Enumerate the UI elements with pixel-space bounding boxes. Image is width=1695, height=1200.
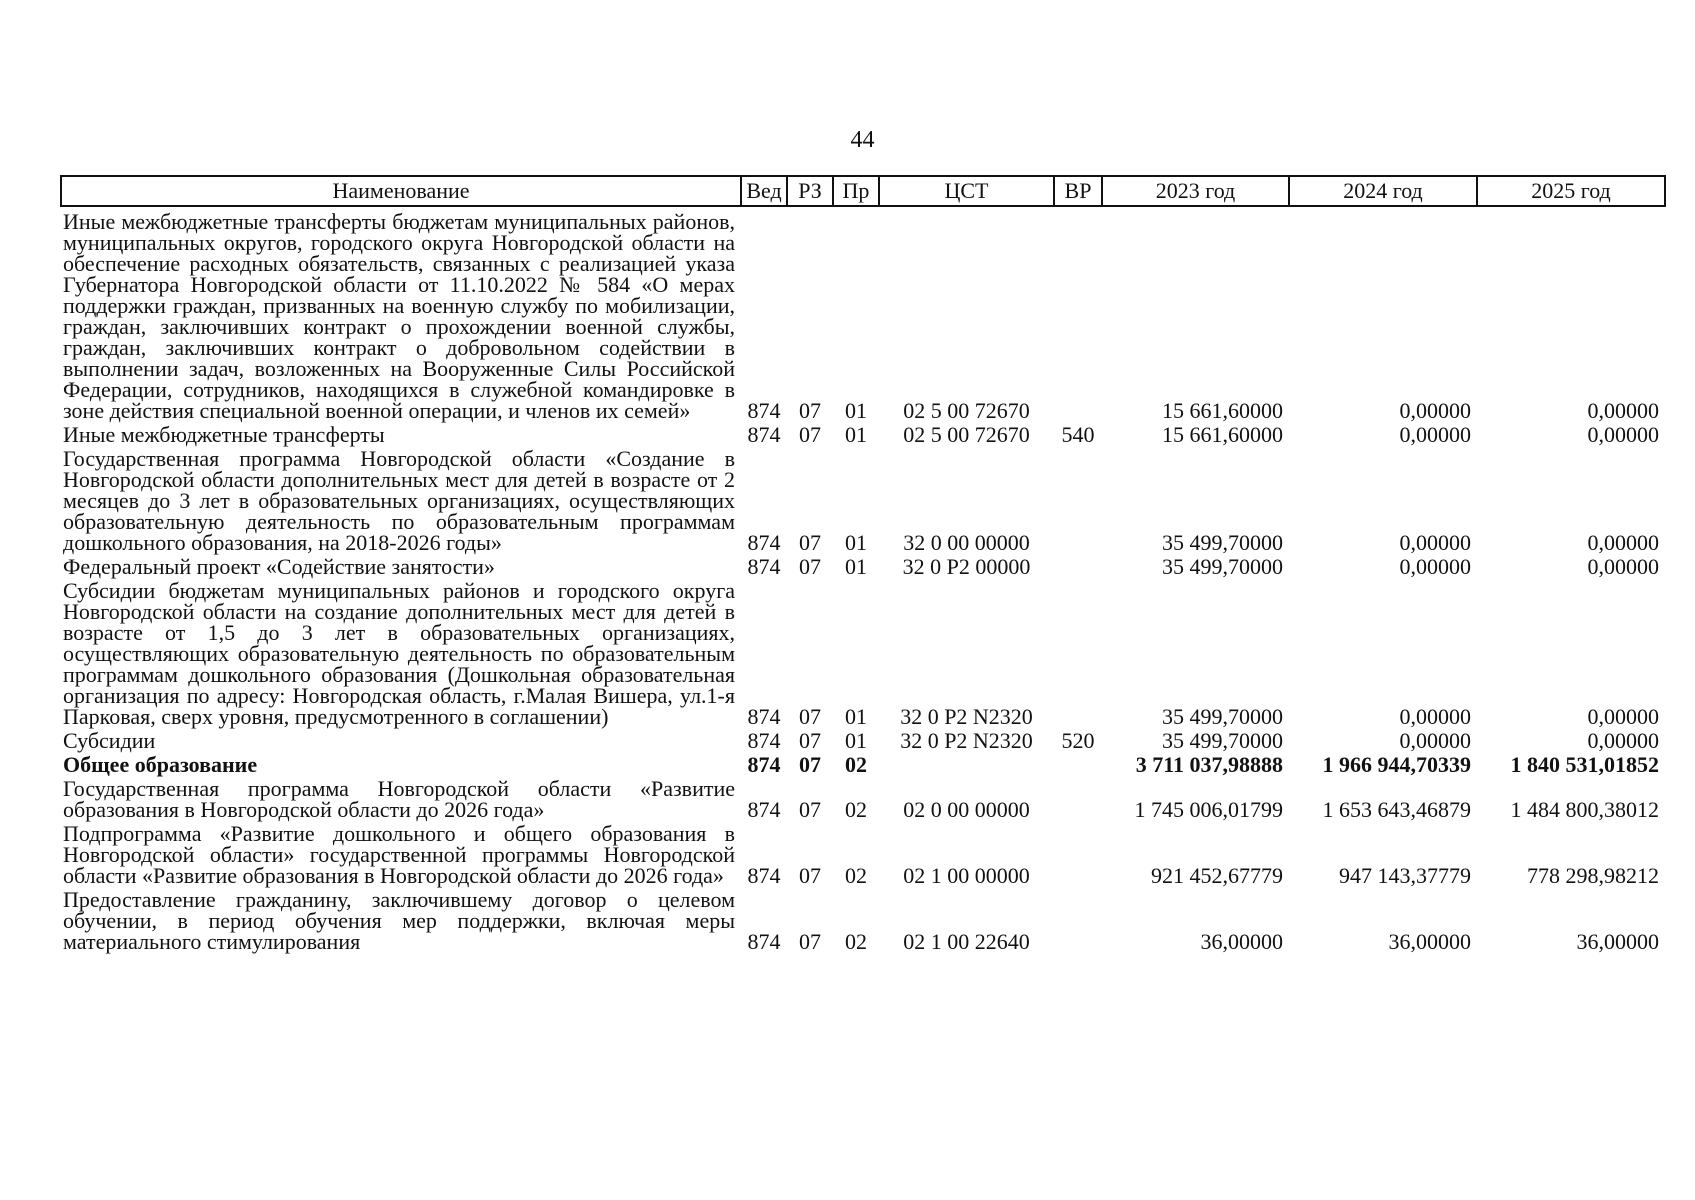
- cell-ved: 874: [747, 752, 781, 777]
- cell-2025: 0,00000: [1587, 728, 1659, 753]
- cell-vr: 540: [1061, 422, 1095, 447]
- cell-2023: 35 499,70000: [1162, 530, 1283, 555]
- cell-cst: 02 1 00 00000: [903, 863, 1030, 888]
- cell-name: Федеральный проект «Содействие занятости»: [63, 554, 495, 579]
- column-header-2024: 2024 год: [1289, 176, 1477, 206]
- cell-pr: 02: [845, 797, 867, 822]
- cell-2025: 0,00000: [1587, 398, 1659, 423]
- cell-cst: 32 0 P2 00000: [902, 554, 1031, 579]
- table-row: [61, 752, 1665, 776]
- cell-2023: 921 452,67779: [1151, 863, 1283, 888]
- cell-2025: 0,00000: [1587, 530, 1659, 555]
- column-header-vr: ВР: [1054, 176, 1102, 206]
- table-body: [61, 206, 1665, 953]
- cell-name: Государственная программа Новгородской области «Создание в Новгородской области дополнительных мест для детей в возрасте от 2 месяцев до 3 лет в образовательных организациях, осуществляющих образовательную деятельность по образовательным программам дошкольного образования, на 2018-2026 годы»: [63, 446, 735, 555]
- table-row: [61, 776, 1665, 821]
- cell-cst: 32 0 00 00000: [903, 530, 1030, 555]
- table-row: [61, 728, 1665, 752]
- cell-name: Государственная программа Новгородской области «Развитие образования в Новгородской области до 2026 года»: [63, 776, 735, 822]
- cell-2025: 0,00000: [1587, 554, 1659, 579]
- cell-2023: 15 661,60000: [1162, 398, 1283, 423]
- cell-ved: 874: [747, 797, 781, 822]
- column-header-cst: ЦСТ: [879, 176, 1054, 206]
- cell-pr: 01: [845, 554, 867, 579]
- cell-vr: [1054, 446, 1102, 554]
- table-row: [61, 578, 1665, 728]
- column-header-rz: РЗ: [787, 176, 833, 206]
- cell-ved: 874: [747, 728, 781, 753]
- cell-name: Субсидии бюджетам муниципальных районов и городского округа Новгородской области на создание дополнительных мест для детей в возрасте от 1,5 до 3 лет в образовательных организациях, осуществляющих образовательную деятельность по образовательным программам дошкольного образования (Дошкольная образовательная организация по адресу: Новгородская область, г.Малая Вишера, ул.1-я Парковая, сверх уровня, предусмотренного в соглашении): [63, 578, 735, 729]
- cell-2023: 3 711 037,98888: [1135, 752, 1283, 777]
- cell-vr: [1054, 554, 1102, 578]
- table-row: [61, 554, 1665, 578]
- cell-cst: 32 0 P2 N2320: [900, 728, 1033, 753]
- cell-2025: 0,00000: [1587, 704, 1659, 729]
- cell-2025: 1 484 800,38012: [1510, 797, 1659, 822]
- cell-pr: 01: [845, 422, 867, 447]
- cell-rz: 07: [799, 752, 821, 777]
- cell-ved: 874: [747, 929, 781, 954]
- cell-cst: [879, 752, 1054, 776]
- column-header-pr: Пр: [833, 176, 879, 206]
- cell-2025: 778 298,98212: [1527, 863, 1659, 888]
- cell-ved: 874: [747, 554, 781, 579]
- cell-2024: 0,00000: [1399, 398, 1471, 423]
- cell-2024: 0,00000: [1399, 530, 1471, 555]
- cell-ved: 874: [747, 704, 781, 729]
- cell-2024: 1 653 643,46879: [1322, 797, 1471, 822]
- cell-2025: 1 840 531,01852: [1510, 752, 1659, 777]
- cell-pr: 01: [845, 398, 867, 423]
- cell-ved: 874: [747, 530, 781, 555]
- cell-pr: 02: [845, 929, 867, 954]
- cell-ved: 874: [747, 422, 781, 447]
- cell-pr: 01: [845, 704, 867, 729]
- cell-rz: 07: [799, 797, 821, 822]
- table-row: [61, 821, 1665, 887]
- cell-2024: 36,00000: [1388, 929, 1471, 954]
- cell-rz: 07: [799, 728, 821, 753]
- table-header-row: [61, 176, 1665, 206]
- cell-2023: 15 661,60000: [1162, 422, 1283, 447]
- cell-2023: 35 499,70000: [1162, 704, 1283, 729]
- column-header-2025: 2025 год: [1477, 176, 1665, 206]
- cell-vr: [1054, 776, 1102, 821]
- cell-name: Иные межбюджетные трансферты: [63, 422, 385, 447]
- cell-name: Иные межбюджетные трансферты бюджетам муниципальных районов, муниципальных округов, городского округа Новгородской области на обеспечение расходных обязательств, связанных с реализацией указа Губернатора Новгородской области от 11.10.2022 № 584 «О мерах поддержки граждан, призванных на военную службу по мобилизации, граждан, заключивших контракт о прохождении военной службы, граждан, заключивших контракт о добровольном содействии в выполнении задач, возложенных на Вооруженные Силы Российской Федерации, сотрудников, находящихся в служебной командировке в зоне действия специальной военной операции, и членов их семей»: [63, 209, 735, 423]
- cell-pr: 02: [845, 863, 867, 888]
- cell-name: Субсидии: [63, 728, 156, 753]
- cell-2024: 947 143,37779: [1339, 863, 1471, 888]
- cell-2023: 35 499,70000: [1162, 728, 1283, 753]
- cell-ved: 874: [747, 398, 781, 423]
- cell-rz: 07: [799, 422, 821, 447]
- cell-rz: 07: [799, 704, 821, 729]
- cell-vr: [1054, 887, 1102, 953]
- cell-2024: 0,00000: [1399, 728, 1471, 753]
- cell-rz: 07: [799, 398, 821, 423]
- column-header-name: Наименование: [61, 176, 741, 206]
- cell-2024: 0,00000: [1399, 422, 1471, 447]
- cell-2024: 0,00000: [1399, 554, 1471, 579]
- cell-name: Общее образование: [63, 752, 258, 777]
- cell-2023: 1 745 006,01799: [1134, 797, 1283, 822]
- cell-rz: 07: [799, 929, 821, 954]
- cell-vr: [1054, 206, 1102, 422]
- cell-ved: 874: [747, 863, 781, 888]
- page-number: 44: [850, 127, 875, 153]
- cell-rz: 07: [799, 554, 821, 579]
- column-header-ved: Вед: [741, 176, 787, 206]
- table-row: [61, 206, 1665, 422]
- cell-cst: 02 1 00 22640: [903, 929, 1030, 954]
- table-row: [61, 446, 1665, 554]
- column-header-2023: 2023 год: [1102, 176, 1289, 206]
- cell-pr: 01: [845, 530, 867, 555]
- cell-2024: 0,00000: [1399, 704, 1471, 729]
- cell-vr: [1054, 821, 1102, 887]
- cell-pr: 02: [845, 752, 867, 777]
- cell-vr: [1054, 752, 1102, 776]
- cell-cst: 02 5 00 72670: [903, 398, 1030, 423]
- cell-pr: 01: [845, 728, 867, 753]
- cell-2023: 35 499,70000: [1162, 554, 1283, 579]
- cell-cst: 02 0 00 00000: [903, 797, 1030, 822]
- cell-rz: 07: [799, 530, 821, 555]
- cell-2025: 36,00000: [1576, 929, 1659, 954]
- cell-cst: 32 0 P2 N2320: [900, 704, 1033, 729]
- cell-2025: 0,00000: [1587, 422, 1659, 447]
- cell-vr: 520: [1061, 728, 1095, 753]
- cell-2024: 1 966 944,70339: [1322, 752, 1471, 777]
- cell-cst: 02 5 00 72670: [903, 422, 1030, 447]
- cell-2023: 36,00000: [1200, 929, 1283, 954]
- cell-name: Подпрограмма «Развитие дошкольного и общего образования в Новгородской области» государственной программы Новгородской области «Развитие образования в Новгородской области до 2026 года»: [63, 821, 735, 888]
- table-row: [61, 887, 1665, 953]
- table-row: [61, 422, 1665, 446]
- budget-table: [60, 175, 1666, 953]
- cell-vr: [1054, 578, 1102, 728]
- cell-name: Предоставление гражданину, заключившему договор о целевом обучении, в период обучения мер поддержки, включая меры материального стимулирования: [63, 887, 735, 954]
- cell-rz: 07: [799, 863, 821, 888]
